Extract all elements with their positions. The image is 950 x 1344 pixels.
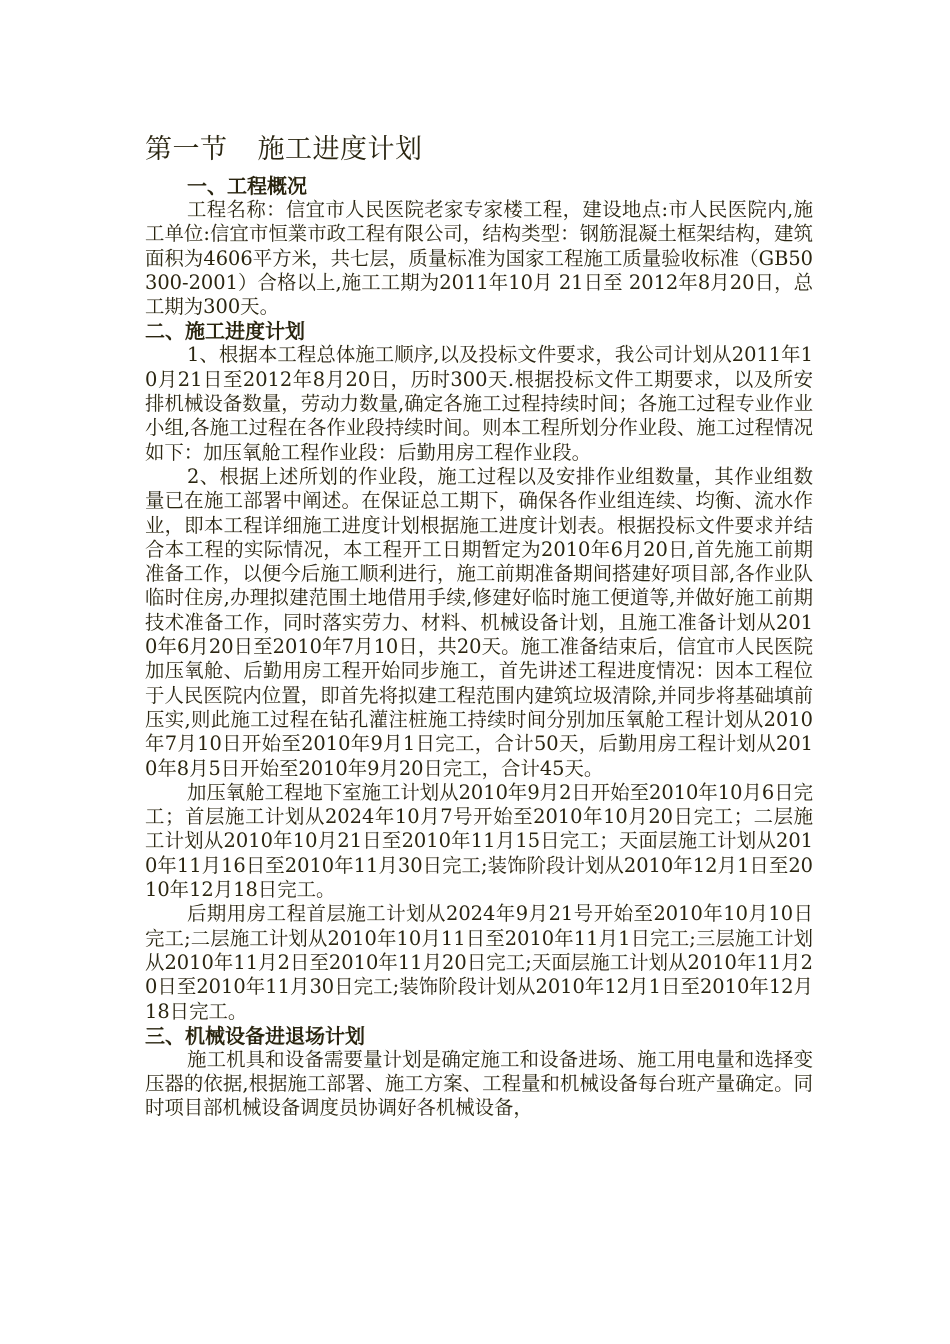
schedule-paragraph-1: 1、根据本工程总体施工顺序,以及投标文件要求，我公司计划从2011年10月21日至2012年8月20日，历时300天.根据投标文件工期要求，以及所安排机械设备数量，劳动力数量,确定各施工过程持续时间；各施工过程专业作业小组,各施工过程在各作业段持续时间。则本工程所划分作业段、施工过程情况如下：加压氧舱工程作业段：后勤用房工程作业段。 <box>145 343 813 464</box>
section-heading-overview: 一、工程概况 <box>187 174 307 198</box>
equipment-paragraph: 施工机具和设备需要量计划是确定施工和设备进场、施工用电量和选择变压器的依据,根据施工部署、施工方案、工程量和机械设备每台班产量确定。同时项目部机械设备调度员协调好各机械设备， <box>145 1047 813 1120</box>
section-heading-equipment: 三、机械设备进退场计划 <box>145 1023 365 1048</box>
schedule-paragraph-4: 后期用房工程首层施工计划从2024年9月21号开始至2010年10月10日完工;二层施工计划从2010年10月11日至2010年11月1日完工;三层施工计划从2010年11月2日至2010年11月20日完工;天面层施工计划从2010年11月20日至2010年11月30日完工;装饰阶段计划从2010年12月1日至2010年12月18日完工。 <box>145 902 813 1023</box>
schedule-paragraph-3: 加压氧舱工程地下室施工计划从2010年9月2日开始至2010年10月6日完工；首层施工计划从2024年10月7号开始至2010年10月20日完工；二层施工计划从2010年10月21日至2010年11月15日完工；天面层施工计划从2010年11月16日至2010年11月30日完工;装饰阶段计划从2010年12月1日至2010年12月18日完工。 <box>145 780 813 902</box>
chapter-title <box>145 128 813 172</box>
chapter-name: 施工进度计划 <box>257 134 423 165</box>
schedule-paragraph-2: 2、根据上述所划的作业段，施工过程以及安排作业组数量，其作业组数量已在施工部署中阐述。在保证总工期下，确保各作业组连续、均衡、流水作业，即本工程详细施工进度计划根据施工进度计划表。根据投标文件要求并结合本工程的实际情况，本工程开工日期暂定为2010年6月20日,首先施工前期准备工作，以便今后施工顺利进行，施工前期准备期间搭建好项目部,各作业队临时住房,办理拟建范围土地借用手续,修建好临时施工便道等,并做好施工前期技术准备工作，同时落实劳力、材料、机械设备计划，且施工准备计划从2010年6月20日至2010年7月10日，共20天。施工准备结束后，信宜市人民医院加压氧舱、后勤用房工程开始同步施工，首先讲述工程进度情况：因本工程位于人民医院内位置，即首先将拟建工程范围内建筑垃圾清除,并同步将基础填前压实,则此施工过程在钻孔灌注桩施工持续时间分别加压氧舱工程计划从2010年7月10日开始至2010年9月1日完工，合计50天，后勤用房工程计划从2010年8月5日开始至2010年9月20日完工，合计45天。 <box>145 464 813 780</box>
overview-paragraph: 工程名称：信宜市人民医院老家专家楼工程，建设地点:市人民医院内,施工单位:信宜市恒業市政工程有限公司，结构类型：钢筋混凝土框架结构，建筑面积为4606平方米，共七层，质量标准为国家工程施工质量验收标准（GB50300-2001）合格以上,施工工期为2011年10月 21日至 2012年8月20日，总工期为300天。 <box>145 198 813 319</box>
chapter-number: 第一节 <box>145 134 228 165</box>
section-heading-schedule: 二、施工进度计划 <box>145 319 305 344</box>
document-page <box>145 128 813 1121</box>
